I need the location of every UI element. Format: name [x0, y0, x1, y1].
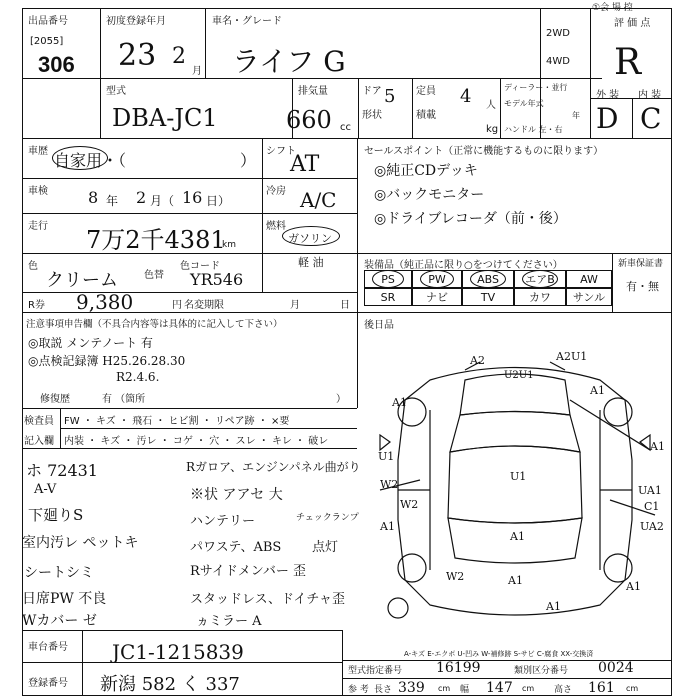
divider [262, 138, 263, 292]
top-right-partial: ①会 場 控 [592, 3, 633, 13]
equip-abs-circle [470, 270, 506, 288]
type-num-label: 型式指定番号 [348, 666, 403, 676]
mark: A1 [392, 396, 407, 409]
hw-left-6: 日席PW 不良 [22, 591, 107, 607]
capacity-unit: 人 [486, 100, 496, 111]
lot-code: [2055] [30, 36, 64, 47]
wheel-rr [604, 554, 632, 582]
reg-label: 登録番号 [28, 678, 68, 689]
inspection-day-unit: 日） [206, 194, 231, 208]
model-value: DBA-JC1 [112, 104, 218, 132]
reg-value: 新潟 582 く 337 [100, 674, 240, 695]
hw-right-4: パワステ、ABS [190, 540, 282, 555]
repair-label: 修復歴 [40, 394, 70, 405]
divider [22, 448, 357, 449]
roof [448, 446, 582, 523]
inspection-year-unit: 年 [106, 194, 119, 208]
exterior-label: 外 装 [596, 90, 620, 101]
inspection-day: 16 [182, 188, 203, 207]
fuel-diesel: 軽 油 [298, 256, 324, 269]
scratch-mark [570, 400, 650, 450]
equip-sunroof: サンル [566, 288, 612, 306]
inspection-month: 2 [136, 188, 147, 207]
divider [342, 678, 672, 679]
cm-1: cm [438, 684, 451, 693]
history-circle [52, 146, 108, 170]
history-value: 自家用・（ [54, 151, 127, 170]
warranty-value: 有・無 [626, 280, 659, 293]
equip-pw-circle [420, 270, 454, 288]
score-value: R [614, 42, 642, 83]
yen-unit: 円 [172, 300, 182, 311]
interior-grade: C [640, 102, 662, 135]
divider [590, 8, 591, 138]
color-no-label: 色替 [144, 270, 164, 281]
handle-label: ハンドル 左・右 [504, 125, 563, 134]
hw-side-note: チェックランプ [296, 513, 359, 523]
hw-right-7: ヵミラー A [196, 614, 262, 629]
divider [22, 178, 357, 179]
recycle-label: R券 [28, 300, 45, 311]
mark: A1 [590, 384, 605, 397]
inspection-label: 車検 [28, 186, 48, 197]
equip-abs: ABS [462, 270, 514, 288]
mark: A1 [650, 440, 665, 453]
car-name: ライフ G [232, 45, 346, 78]
mark: U2U1 [504, 370, 534, 381]
first-reg-year: 23 [118, 38, 157, 73]
equip-airbag-circle [522, 270, 558, 288]
mark: W2 [400, 498, 419, 511]
dealer-label: ディーラー・並行 [504, 83, 568, 92]
spare-tire [388, 598, 408, 618]
car-diagram [370, 340, 660, 640]
inspector-label: 検査員 [24, 416, 54, 427]
equip-tv: TV [462, 288, 514, 306]
divider [358, 78, 359, 138]
capacity-value: 4 [460, 86, 472, 107]
ac-label: 冷房 [266, 186, 286, 197]
color-label: 色 [28, 261, 38, 272]
divider [412, 78, 413, 138]
mark: W2 [446, 570, 465, 583]
hw-left-5: シートシミ [24, 565, 94, 581]
exterior-grade: D [596, 102, 619, 135]
length-value: 339 [398, 680, 425, 696]
repair-value: 有 （箇所 [102, 394, 146, 405]
wheel-fr [604, 398, 632, 426]
equip-airbag: エアB [514, 270, 566, 288]
mark: C1 [644, 500, 660, 513]
shift-label: シフト [266, 146, 296, 157]
wheel-rl [398, 554, 426, 582]
equipment-title: 装備品（純正品に限り○をつけてください） [364, 260, 563, 271]
color-code-label: 色コード [180, 261, 220, 272]
displacement-label: 排気量 [298, 86, 328, 97]
mark: A2U1 [556, 350, 588, 363]
mileage-label: 走行 [28, 221, 48, 232]
divider [632, 98, 633, 138]
month-label: 月 [290, 300, 300, 311]
shape-label: 形状 [362, 110, 382, 121]
hw-side-note-2: 点灯 [312, 540, 339, 555]
divider [60, 408, 61, 448]
divider [342, 630, 343, 696]
mileage-unit: km [222, 240, 236, 250]
hw-left-1: ホ 72431 [26, 461, 98, 480]
equip-navi: ナビ [412, 288, 462, 306]
cm-2: cm [522, 684, 535, 693]
hw-right-3: ハンテリー [190, 514, 256, 529]
fuel-label: 燃料 [266, 221, 286, 232]
name-change-label: 名変期限 [184, 300, 224, 311]
lot-number: 306 [38, 52, 75, 77]
width-label: 幅 [460, 685, 470, 695]
drive-2wd: 2WD [546, 28, 570, 39]
notes-line-2: ◎点検記録簿 H25.26.28.30 [28, 354, 186, 368]
car-label: 車名・グレード [212, 16, 282, 27]
score-label: 評 価 点 [614, 18, 651, 29]
divider [612, 253, 613, 312]
model-label: 型式 [106, 86, 126, 97]
warranty-label: 新車保証書 [618, 259, 664, 269]
year-unit: 年 [572, 111, 580, 120]
hw-right-2: ※状 アアセ 大 [190, 487, 283, 503]
mark: A1 [380, 520, 395, 533]
mileage-value: 7万2千4381 [86, 226, 226, 254]
notes-line-1: ◎取説 メンテノート 有 [28, 336, 153, 350]
ref-label: 参 考 [348, 685, 369, 695]
equip-leather: カワ [514, 288, 566, 306]
day-label: 日 [340, 300, 350, 311]
equip-ps: PS [364, 270, 412, 288]
length-label: 長さ [374, 685, 393, 695]
equip-aw: AW [566, 270, 612, 288]
divider [540, 8, 541, 138]
equip-ps-circle [372, 270, 404, 288]
mark: A1 [546, 600, 561, 613]
mark: A1 [510, 530, 525, 543]
equip-sr: SR [364, 288, 412, 306]
class-num-label: 類別区分番号 [514, 666, 569, 676]
class-num-value: 0024 [598, 660, 634, 676]
divider [22, 138, 672, 139]
mark: A1 [508, 574, 523, 587]
mark: U1 [378, 450, 395, 463]
divider [100, 8, 101, 138]
drive-4wd: 4WD [546, 56, 570, 67]
divider [82, 630, 83, 696]
notes-line-3: R2.4.6. [116, 370, 160, 384]
history-label: 車歴 [28, 146, 48, 157]
sales-point-3: ◎ドライブレコーダ（前・後） [374, 211, 567, 227]
hw-right-5: Rサイドメンバー 歪 [190, 564, 306, 579]
model-year-label: モデル年式 [504, 99, 544, 108]
height-value: 161 [588, 680, 615, 696]
sales-point-1: ◎純正CDデッキ [374, 163, 478, 179]
divider [22, 213, 357, 214]
damage-legend: A-キズ E-エクボ U-凹み W-補修跡 S-サビ C-腐食 XX-交換済 [404, 650, 594, 658]
repair-close: ） [336, 394, 346, 405]
mark: W2 [380, 478, 399, 491]
mark: A1 [626, 580, 641, 593]
inspection-month-unit: 月（ [150, 194, 175, 208]
mark: UA1 [638, 484, 662, 497]
entry-label: 記入欄 [24, 436, 54, 447]
displacement-unit: cc [340, 122, 351, 133]
hw-left-2: A-V [34, 482, 57, 497]
ac-value: A/C [300, 188, 337, 212]
sales-point-2: ◎バックモニター [374, 187, 485, 203]
notes-title: 注意事項申告欄（不具合内容等は具体的に記入して下さい） [26, 319, 283, 330]
shift-value: AT [290, 152, 320, 177]
lot-label: 出品番号 [28, 16, 68, 27]
mark: UA2 [640, 520, 664, 533]
divider [22, 408, 357, 409]
hw-right-6: スタッドレス、ドイチャ歪 [190, 592, 345, 607]
inspector-row-2: 内装 ・ キズ ・ 汚レ ・ コゲ ・ 穴 ・ スレ ・ キレ ・ 破レ [64, 436, 329, 447]
hw-right-1: Rガロア、エンジンパネル曲がり [186, 460, 361, 474]
history-close: ） [240, 151, 257, 170]
divider [357, 138, 358, 408]
cm-3: cm [626, 684, 639, 693]
divider [22, 292, 357, 293]
color-value: クリーム [46, 270, 118, 291]
chassis-label: 車台番号 [28, 642, 68, 653]
divider [205, 8, 206, 78]
equip-pw: PW [412, 270, 462, 288]
type-num-value: 16199 [436, 660, 481, 676]
load-label: 積載 [416, 110, 436, 121]
displacement-value: 660 [286, 106, 332, 134]
rear-seat-label: 後日品 [364, 320, 394, 331]
first-reg-label: 初度登録年月 [106, 16, 166, 27]
hw-left-3: 下廻りS [28, 506, 84, 524]
divider [22, 630, 342, 631]
hw-left-7: Wカバー ゼ [22, 613, 97, 629]
month-unit: 月 [192, 66, 202, 77]
recycle-value: 9,380 [76, 290, 134, 314]
mark: U1 [510, 470, 527, 483]
color-code-value: YR546 [190, 270, 244, 289]
first-reg-month: 2 [172, 44, 186, 69]
inspector-row-1: FW ・ キズ ・ 飛石 ・ ヒビ割 ・ リペア跡 ・ ×要 [64, 416, 290, 427]
mirror-right [640, 435, 650, 450]
mark: A2 [470, 354, 485, 367]
capacity-label: 定員 [416, 86, 436, 97]
divider [60, 428, 357, 429]
load-unit: kg [486, 124, 499, 135]
width-value: 147 [486, 680, 513, 696]
fuel-value: ガソリン [288, 232, 332, 245]
sales-points-title: セールスポイント（正常に機能するものに限ります） [364, 146, 604, 157]
height-label: 高さ [554, 685, 573, 695]
door-value: 5 [384, 86, 396, 107]
inspection-year: 8 [88, 188, 99, 207]
mirror-left [380, 435, 390, 450]
chassis-value: JC1-1215839 [112, 640, 244, 664]
door-label: ドア [362, 86, 382, 97]
divider [500, 78, 501, 138]
interior-label: 内 装 [638, 90, 662, 101]
hw-left-4: 室内汚レ ペットキ [22, 535, 139, 551]
